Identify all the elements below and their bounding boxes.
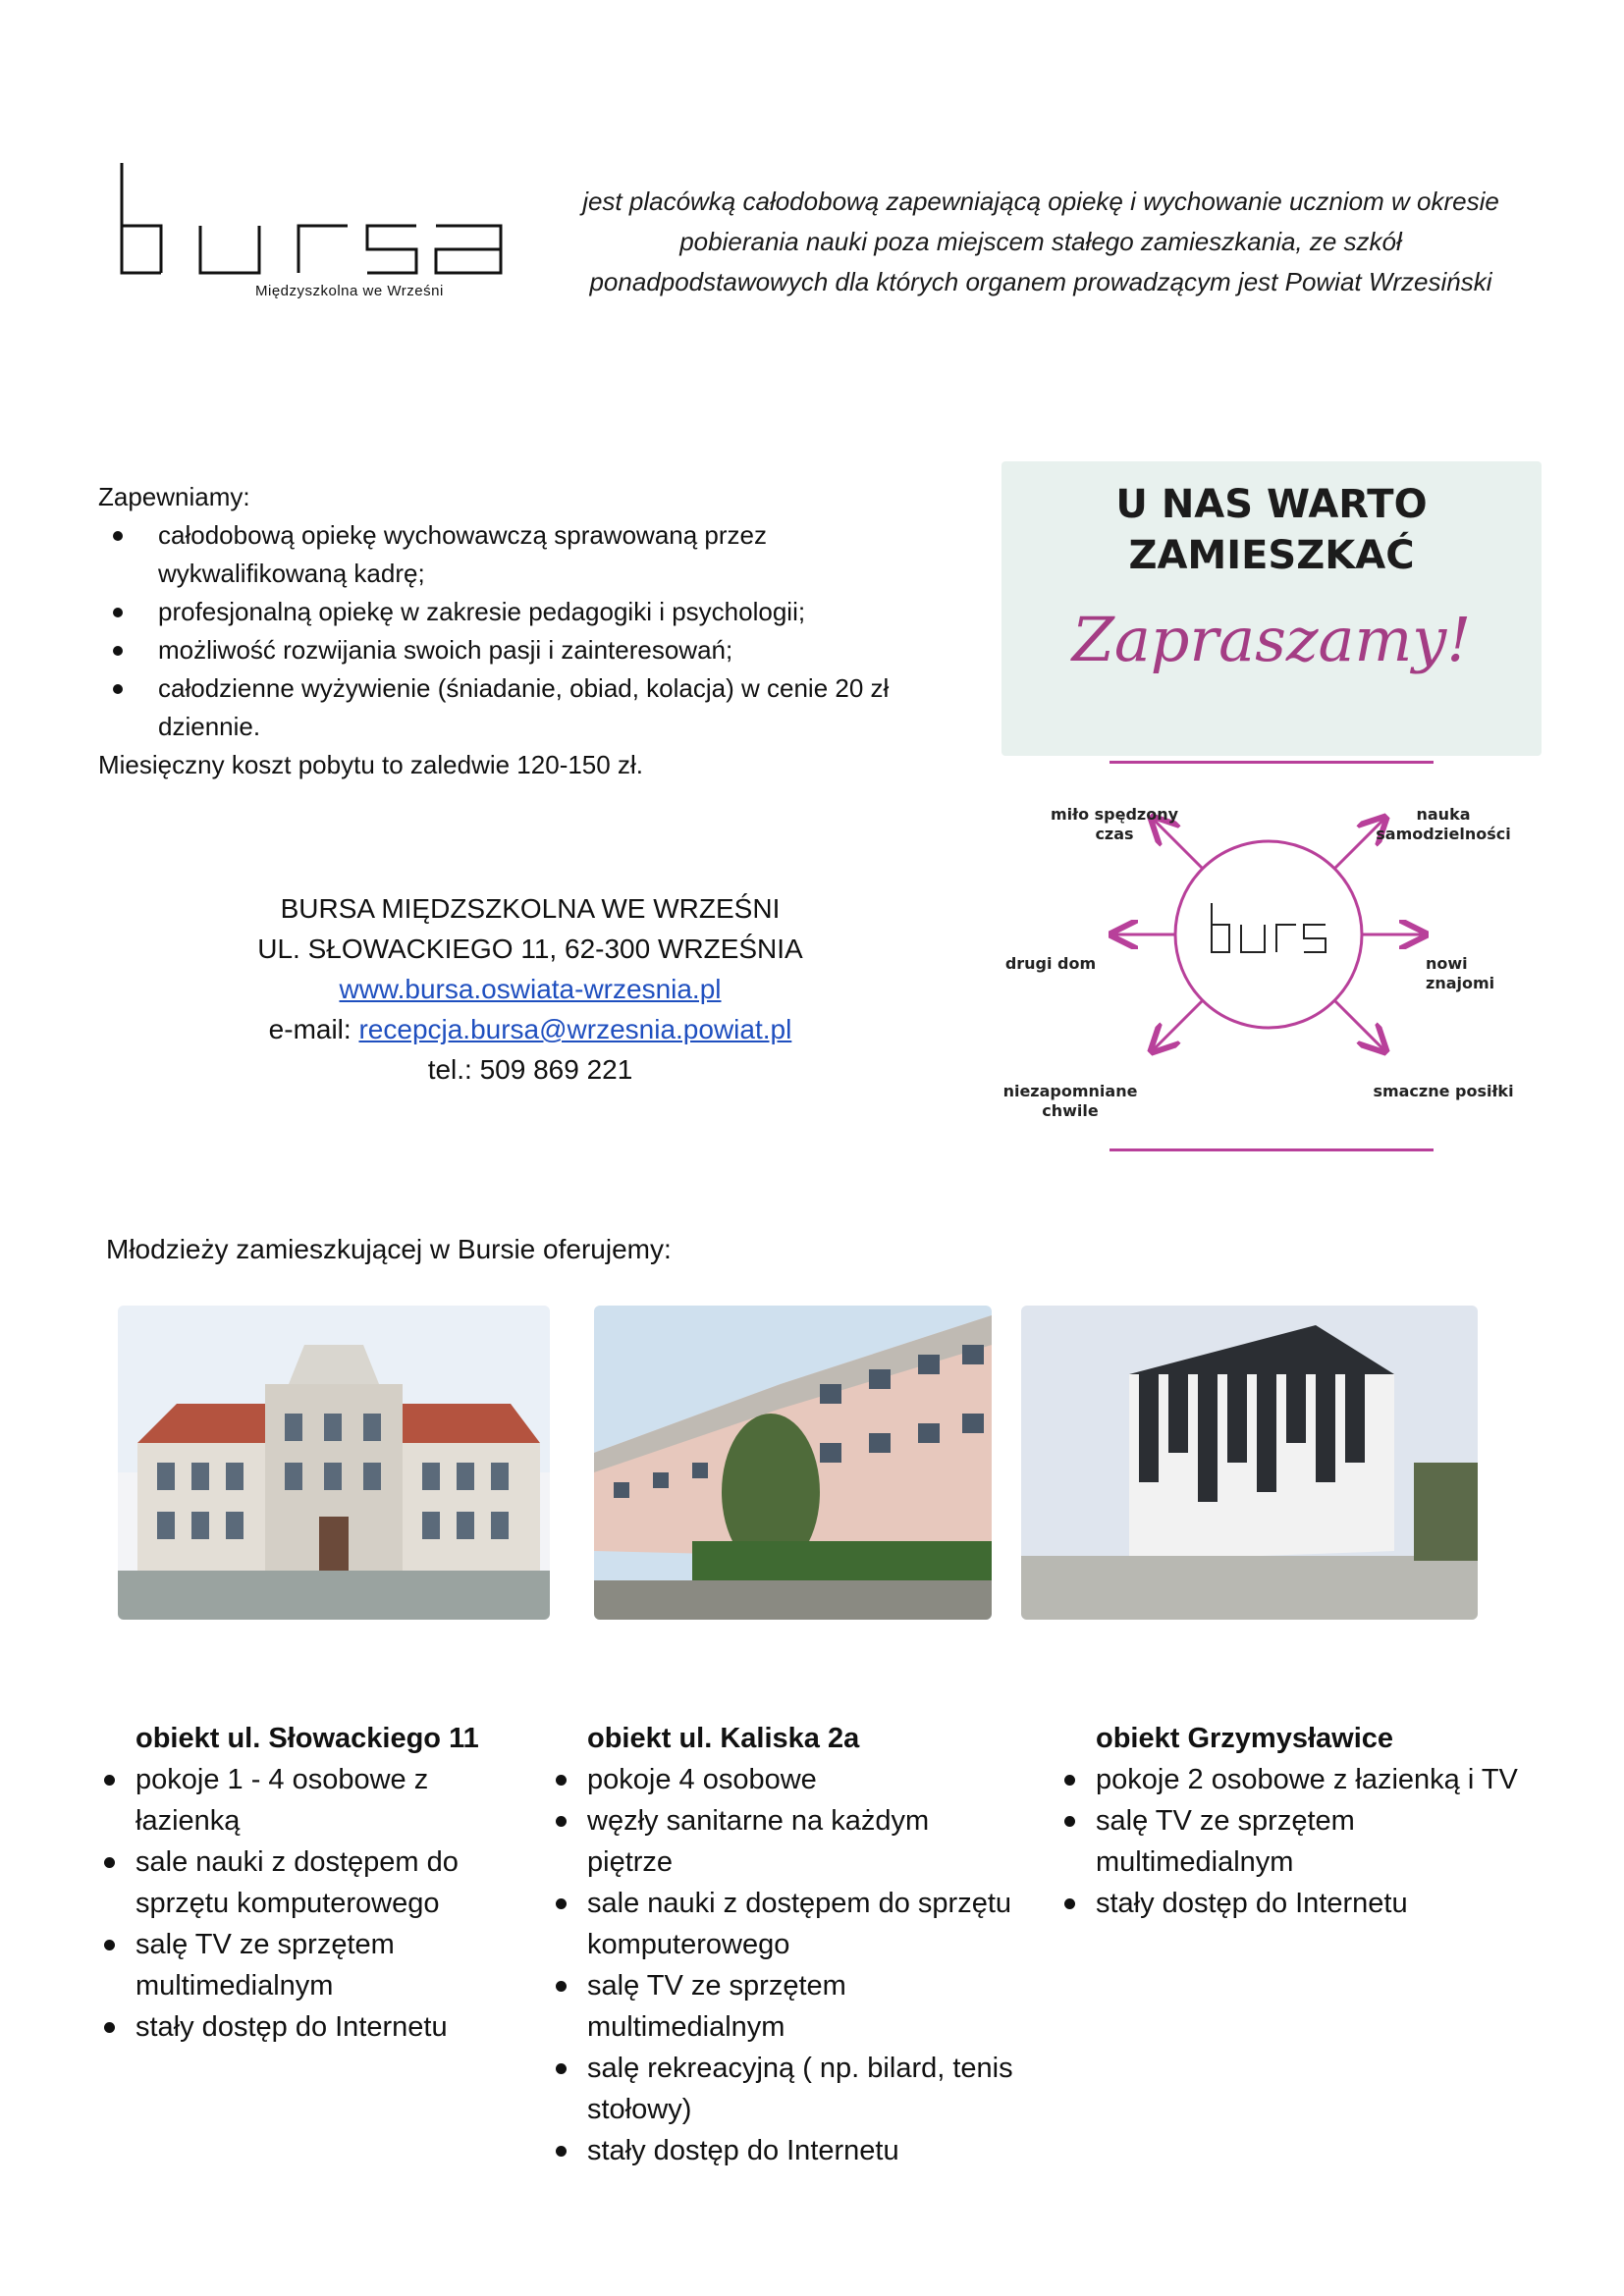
list-item: salę TV ze sprzętem multimedialnym: [1058, 1800, 1410, 1883]
list-item: stały dostęp do Internetu: [98, 2006, 511, 2048]
list-item: salę TV ze sprzętem multimedialnym: [98, 1924, 430, 2006]
facility-slowackiego: [98, 1718, 511, 2048]
offer-title: Zapewniamy:: [98, 482, 250, 511]
poster-invite: Zapraszamy!: [1071, 604, 1472, 675]
poster-divider: [1110, 1148, 1434, 1151]
contact-phone: tel.: 509 869 221: [427, 1054, 633, 1085]
photo-slowackiego: [118, 1306, 550, 1620]
intro-text: [530, 182, 1551, 302]
contact-name: BURSA MIĘDZSZKOLNA WE WRZEŚNI: [280, 893, 781, 924]
photo-grzymyslawice: [1021, 1306, 1478, 1620]
list-item: salę rekreacyjną ( np. bilard, tenis stołowy): [550, 2048, 1060, 2130]
contact-block: [147, 888, 913, 1090]
promo-poster: [1001, 461, 1542, 1158]
wheel-label-line: nauka: [1416, 805, 1471, 824]
wheel-label-top-left: [1041, 805, 1188, 844]
offer-section: [98, 478, 962, 784]
section-title: Młodzieży zamieszkującej w Bursie oferujemy:: [106, 1234, 672, 1264]
wheel-label-line: miło spędzony: [1050, 805, 1179, 824]
list-item: stały dostęp do Internetu: [550, 2130, 1060, 2171]
wheel-label-bottom-right: [1365, 1082, 1522, 1101]
wheel-logo: [1212, 903, 1326, 952]
facility-list: [1058, 1759, 1589, 1924]
list-item: sale nauki z dostępem do sprzętu komputerowego: [550, 1883, 1060, 1965]
wheel-label-line: niezapomniane: [1002, 1082, 1138, 1100]
intro-line: jest placówką całodobową zapewniającą opiekę i wychowanie uczniom w okresie: [582, 187, 1499, 216]
wheel-label-bottom-left: [1001, 1082, 1139, 1121]
list-item: stały dostęp do Internetu: [1058, 1883, 1589, 1924]
logo-subtitle: Międzyszkolna we Wrześni: [255, 283, 444, 299]
facility-title: obiekt ul. Słowackiego 11: [135, 1723, 479, 1754]
list-item: całodzienne wyżywienie (śniadanie, obiad, kolacja) w cenie 20 zł dziennie.: [98, 669, 963, 746]
wheel-label-line: nowi znajomi: [1426, 954, 1495, 992]
list-item: pokoje 2 osobowe z łazienką i TV: [1058, 1759, 1589, 1800]
offer-price-note: Miesięczny koszt pobytu to zaledwie 120-150 zł.: [98, 750, 643, 779]
facility-title: obiekt ul. Kaliska 2a: [587, 1723, 860, 1754]
list-item: pokoje 4 osobowe: [550, 1759, 1060, 1800]
offer-list: [98, 516, 962, 746]
wheel-label-left: [1001, 954, 1100, 974]
list-item: pokoje 1 - 4 osobowe z łazienką: [98, 1759, 430, 1842]
arrow-icon: [1334, 1000, 1383, 1049]
email-link[interactable]: recepcja.bursa@wrzesnia.powiat.pl: [358, 1014, 792, 1044]
contact-address: UL. SŁOWACKIEGO 11, 62-300 WRZEŚNIA: [257, 934, 803, 964]
email-label: e-mail:: [268, 1014, 359, 1044]
list-item: całodobową opiekę wychowawczą sprawowaną przez wykwalifikowaną kadrę;: [98, 516, 904, 593]
wheel-label-line: samodzielności: [1376, 825, 1511, 843]
wheel-label-line: smaczne posiłki: [1373, 1082, 1514, 1100]
website-link[interactable]: www.bursa.oswiata-wrzesnia.pl: [339, 974, 722, 1004]
list-item: węzły sanitarne na każdym piętrze: [550, 1800, 1000, 1883]
facility-kaliska: [550, 1718, 1060, 2171]
contact-email-row: [147, 1009, 913, 1049]
list-item: profesjonalną opiekę w zakresie pedagogiki i psychologii;: [98, 593, 962, 631]
wheel-label-right: [1426, 954, 1542, 993]
poster-headline-line: ZAMIESZKAĆ: [1128, 533, 1415, 578]
poster-headline: [1001, 479, 1542, 581]
facility-list: [550, 1759, 1060, 2171]
facility-list: [98, 1759, 511, 2048]
wheel-label-line: drugi dom: [1004, 954, 1097, 973]
bursa-logo: [116, 157, 518, 314]
list-item: sale nauki z dostępem do sprzętu komputerowego: [98, 1842, 511, 1924]
wheel-label-line: czas: [1095, 825, 1134, 843]
facility-grzymyslawice: [1058, 1718, 1589, 1924]
wheel-circle: [1175, 841, 1362, 1028]
wheel-label-line: chwile: [1042, 1101, 1099, 1120]
intro-line: ponadpodstawowych dla których organem prowadzącym jest Powiat Wrzesiński: [589, 267, 1492, 296]
poster-headline-line: U NAS WARTO: [1115, 482, 1428, 527]
arrow-icon: [1154, 1000, 1203, 1049]
list-item: możliwość rozwijania swoich pasji i zainteresowań;: [98, 631, 962, 669]
facility-title: obiekt Grzymysławice: [1096, 1723, 1394, 1754]
wheel-label-top-right: [1365, 805, 1522, 844]
list-item: salę TV ze sprzętem multimedialnym: [550, 1965, 901, 2048]
photo-kaliska: [594, 1306, 992, 1620]
intro-line: pobierania nauki poza miejscem stałego zamieszkania, ze szkół: [679, 227, 1402, 256]
